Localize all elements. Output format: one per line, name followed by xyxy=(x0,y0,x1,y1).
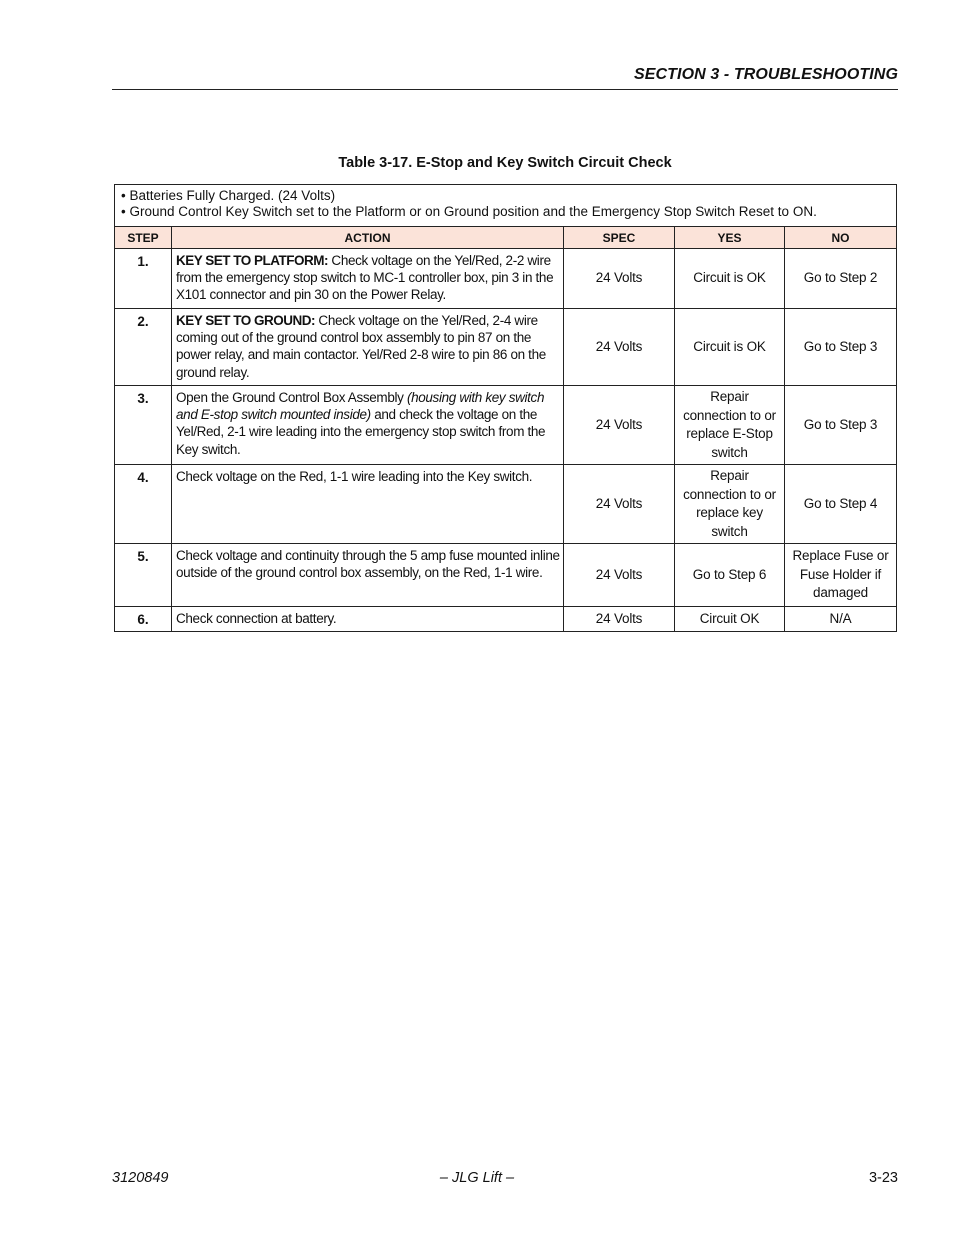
table-row xyxy=(115,386,897,465)
table-row xyxy=(115,309,897,386)
column-header-action: ACTION xyxy=(172,227,564,249)
action-cell: Check voltage and continuity through the 5 amp fuse mounted inline outside of the ground control box assembly, on the Red, 1-1 wire. xyxy=(172,544,564,607)
table-caption: Table 3-17. E-Stop and Key Switch Circuit Check xyxy=(338,155,672,171)
step-number: 1. xyxy=(115,249,172,309)
action-cell xyxy=(172,249,564,309)
step-number: 4. xyxy=(115,465,172,544)
condition-item: • Ground Control Key Switch set to the Platform or on Ground position and the Emergency Stop Switch Reset to ON. xyxy=(121,204,817,219)
action-text: Check voltage on the Yel/Red, 2-2 wire from the emergency stop switch to MC-1 controller box, pin 3 in the X101 connector and pin 30 on the Power Relay. xyxy=(176,253,554,303)
action-cell: Check connection at battery. xyxy=(172,607,564,632)
table-row xyxy=(115,249,897,309)
step-number: 3. xyxy=(115,386,172,465)
column-header-no: NO xyxy=(785,227,897,249)
conditions-cell xyxy=(115,185,897,227)
no-cell: Go to Step 2 xyxy=(785,249,897,309)
page-number: 3-23 xyxy=(868,1170,898,1186)
action-text: Open the Ground Control Box Assembly xyxy=(176,390,407,405)
action-text: Check voltage on the Yel/Red, 2-4 wire coming out of the ground control box assembly to pin 87 on the power relay, and main contactor. Yel/Red 2-8 wire to pin 86 on the ground relay. xyxy=(176,313,546,380)
no-cell: Go to Step 3 xyxy=(785,386,897,465)
yes-cell: Circuit is OK xyxy=(675,309,785,386)
column-header-step: STEP xyxy=(115,227,172,249)
header-rule xyxy=(112,89,898,90)
spec-cell: 24 Volts xyxy=(564,249,675,309)
document-number: 3120849 xyxy=(112,1170,169,1186)
yes-cell: Repair connection to or replace E-Stop switch xyxy=(675,386,785,465)
no-cell: N/A xyxy=(785,607,897,632)
section-header: SECTION 3 - TROUBLESHOOTING xyxy=(633,66,898,83)
spec-cell: 24 Volts xyxy=(564,544,675,607)
yes-cell: Repair connection to or replace key switch xyxy=(675,465,785,544)
yes-cell: Go to Step 6 xyxy=(675,544,785,607)
action-italic-text: (housing with key switch and E-stop switch mounted inside) xyxy=(176,390,545,423)
no-cell: Go to Step 4 xyxy=(785,465,897,544)
table-row xyxy=(115,465,897,544)
yes-cell: Circuit OK xyxy=(675,607,785,632)
conditions-row xyxy=(115,185,897,227)
table-row xyxy=(115,607,897,632)
spec-cell: 24 Volts xyxy=(564,386,675,465)
action-bold-label: KEY SET TO GROUND: xyxy=(176,313,316,328)
circuit-check-table xyxy=(114,184,897,632)
step-number: 5. xyxy=(115,544,172,607)
action-cell xyxy=(172,309,564,386)
condition-item: • Batteries Fully Charged. (24 Volts) xyxy=(121,188,336,203)
no-cell: Go to Step 3 xyxy=(785,309,897,386)
spec-cell: 24 Volts xyxy=(564,607,675,632)
footer-brand: – JLG Lift – xyxy=(439,1170,515,1186)
column-header-row xyxy=(115,227,897,249)
column-header-spec: SPEC xyxy=(564,227,675,249)
table-row xyxy=(115,544,897,607)
yes-cell: Circuit is OK xyxy=(675,249,785,309)
spec-cell: 24 Volts xyxy=(564,465,675,544)
action-cell: Check voltage on the Red, 1-1 wire leading into the Key switch. xyxy=(172,465,564,544)
action-text: and check the voltage on the Yel/Red, 2-1 wire leading into the emergency stop switch from the Key switch. xyxy=(176,407,546,457)
step-number: 2. xyxy=(115,309,172,386)
no-cell: Replace Fuse or Fuse Holder if damaged xyxy=(785,544,897,607)
action-bold-label: KEY SET TO PLATFORM: xyxy=(176,253,329,268)
column-header-yes: YES xyxy=(675,227,785,249)
action-cell xyxy=(172,386,564,465)
spec-cell: 24 Volts xyxy=(564,309,675,386)
step-number: 6. xyxy=(115,607,172,632)
